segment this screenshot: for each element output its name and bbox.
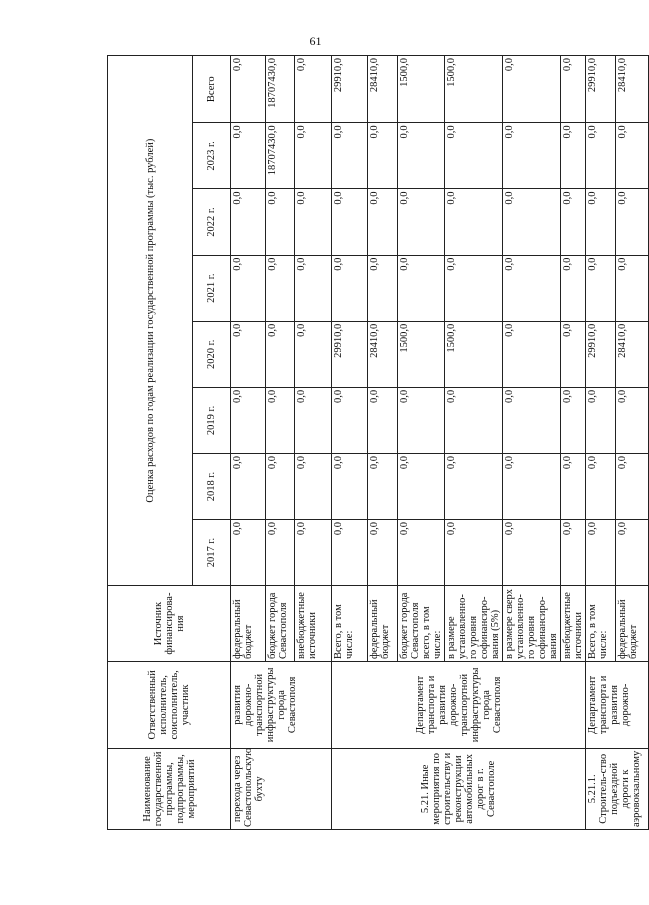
page-number: 61 xyxy=(309,34,322,48)
header-source: Источник финансирова-ния xyxy=(108,586,231,662)
value-cell: 0,0 xyxy=(368,453,398,519)
source-cell: внебюджетные источники xyxy=(561,586,586,662)
total-cell: 1500,0 xyxy=(445,56,503,123)
value-cell: 0,0 xyxy=(231,453,266,519)
value-cell: 0,0 xyxy=(445,520,503,586)
header-year: 2023 г. xyxy=(193,123,231,189)
source-cell: федеральный бюджет xyxy=(368,586,398,662)
value-cell: 18707430,0 xyxy=(266,123,295,189)
header-year: 2018 г. xyxy=(193,453,231,519)
value-cell: 0,0 xyxy=(586,189,616,255)
header-year: 2017 г. xyxy=(193,520,231,586)
total-cell: 0,0 xyxy=(503,56,561,123)
value-cell: 0,0 xyxy=(266,189,295,255)
table-row xyxy=(586,56,616,830)
value-cell: 0,0 xyxy=(332,189,368,255)
value-cell: 0,0 xyxy=(295,453,332,519)
value-cell: 0,0 xyxy=(445,189,503,255)
value-cell: 0,0 xyxy=(586,520,616,586)
value-cell: 0,0 xyxy=(295,321,332,387)
value-cell: 0,0 xyxy=(616,453,649,519)
value-cell: 0,0 xyxy=(231,123,266,189)
value-cell: 0,0 xyxy=(332,520,368,586)
total-cell: 0,0 xyxy=(295,56,332,123)
value-cell: 1500,0 xyxy=(445,321,503,387)
value-cell: 1500,0 xyxy=(398,321,445,387)
value-cell: 0,0 xyxy=(561,453,586,519)
value-cell: 0,0 xyxy=(231,255,266,321)
value-cell: 0,0 xyxy=(295,520,332,586)
source-cell: федеральный бюджет xyxy=(616,586,649,662)
total-cell: 29910,0 xyxy=(332,56,368,123)
value-cell: 0,0 xyxy=(231,387,266,453)
source-cell: федеральный бюджет xyxy=(231,586,266,662)
value-cell: 0,0 xyxy=(586,255,616,321)
value-cell: 0,0 xyxy=(368,189,398,255)
value-cell: 0,0 xyxy=(503,123,561,189)
value-cell: 0,0 xyxy=(503,189,561,255)
value-cell: 0,0 xyxy=(398,453,445,519)
value-cell: 0,0 xyxy=(231,321,266,387)
value-cell: 0,0 xyxy=(266,321,295,387)
value-cell: 0,0 xyxy=(266,255,295,321)
value-cell: 0,0 xyxy=(368,387,398,453)
value-cell: 0,0 xyxy=(503,520,561,586)
value-cell: 0,0 xyxy=(231,189,266,255)
value-cell: 0,0 xyxy=(586,453,616,519)
value-cell: 0,0 xyxy=(616,255,649,321)
value-cell: 0,0 xyxy=(332,123,368,189)
value-cell: 28410,0 xyxy=(368,321,398,387)
value-cell: 0,0 xyxy=(445,387,503,453)
value-cell: 0,0 xyxy=(445,123,503,189)
value-cell: 0,0 xyxy=(332,255,368,321)
total-cell: 0,0 xyxy=(561,56,586,123)
value-cell: 0,0 xyxy=(616,123,649,189)
program-name-cell: 5.21. Иные мероприятия по строительству и реконструкции автомобильных дорог в г. Севастополе xyxy=(332,748,586,829)
rotated-table-frame xyxy=(107,55,642,830)
total-cell: 28410,0 xyxy=(368,56,398,123)
value-cell: 0,0 xyxy=(332,453,368,519)
header-responsible: Ответственный исполнитель, соисполнитель, участник xyxy=(108,662,231,749)
value-cell: 0,0 xyxy=(398,387,445,453)
responsible-cell: Департамент транспорта и развития дорожно- xyxy=(586,662,649,749)
value-cell: 0,0 xyxy=(266,453,295,519)
value-cell: 29910,0 xyxy=(332,321,368,387)
header-year: 2022 г. xyxy=(193,189,231,255)
header-year: 2021 г. xyxy=(193,255,231,321)
value-cell: 0,0 xyxy=(368,123,398,189)
value-cell: 0,0 xyxy=(561,189,586,255)
source-cell: Всего, в том числе: xyxy=(332,586,368,662)
header-year: 2019 г. xyxy=(193,387,231,453)
value-cell: 0,0 xyxy=(266,387,295,453)
value-cell: 0,0 xyxy=(398,520,445,586)
value-cell: 0,0 xyxy=(586,387,616,453)
value-cell: 0,0 xyxy=(561,520,586,586)
total-cell: 28410,0 xyxy=(616,56,649,123)
value-cell: 0,0 xyxy=(332,387,368,453)
header-estimate: Оценка расходов по годам реализации государственной программы (тыс. рублей) xyxy=(108,56,193,586)
source-cell: в размере сверх установленно-го уровня софинансиро-вания xyxy=(503,586,561,662)
value-cell: 0,0 xyxy=(445,453,503,519)
value-cell: 0,0 xyxy=(503,255,561,321)
value-cell: 0,0 xyxy=(398,189,445,255)
header-name: Наименование государственной программы, подпрограммы, мероприятий xyxy=(108,748,231,829)
value-cell: 0,0 xyxy=(503,387,561,453)
value-cell: 0,0 xyxy=(398,255,445,321)
source-cell: внебюджетные источники xyxy=(295,586,332,662)
table-row xyxy=(332,56,368,830)
program-name-cell: перехода через Севастопольскую бухту xyxy=(231,748,332,829)
responsible-cell: Департамент транспорта и развития дорожно-транспортной инфраструктуры города Севастополя xyxy=(332,662,586,749)
value-cell: 0,0 xyxy=(295,123,332,189)
source-cell: бюджет города Севастополя xyxy=(266,586,295,662)
total-cell: 18707430,0 xyxy=(266,56,295,123)
responsible-cell: развития дорожно-транспортной инфраструктуры города Севастополя xyxy=(231,662,332,749)
value-cell: 0,0 xyxy=(616,520,649,586)
value-cell: 0,0 xyxy=(616,189,649,255)
value-cell: 0,0 xyxy=(295,255,332,321)
header-total: Всего xyxy=(193,56,231,123)
value-cell: 0,0 xyxy=(561,387,586,453)
total-cell: 1500,0 xyxy=(398,56,445,123)
program-name-cell: 5.21.1. Строитель-ство подъездной дороги к аэровокзальному xyxy=(586,748,649,829)
total-cell: 29910,0 xyxy=(586,56,616,123)
value-cell: 0,0 xyxy=(295,189,332,255)
value-cell: 0,0 xyxy=(616,387,649,453)
source-cell: бюджет города Севастополя всего, в том числе: xyxy=(398,586,445,662)
value-cell: 0,0 xyxy=(231,520,266,586)
value-cell: 0,0 xyxy=(503,453,561,519)
table-row xyxy=(231,56,266,830)
value-cell: 0,0 xyxy=(503,321,561,387)
value-cell: 0,0 xyxy=(561,123,586,189)
source-cell: Всего, в том числе: xyxy=(586,586,616,662)
budget-table xyxy=(107,55,649,830)
value-cell: 0,0 xyxy=(368,520,398,586)
header-row xyxy=(108,56,193,830)
value-cell: 0,0 xyxy=(561,321,586,387)
value-cell: 0,0 xyxy=(266,520,295,586)
total-cell: 0,0 xyxy=(231,56,266,123)
value-cell: 0,0 xyxy=(295,387,332,453)
value-cell: 0,0 xyxy=(561,255,586,321)
value-cell: 0,0 xyxy=(445,255,503,321)
value-cell: 29910,0 xyxy=(586,321,616,387)
value-cell: 0,0 xyxy=(586,123,616,189)
source-cell: в размере установленно-го уровня софинансиро-вания (5%) xyxy=(445,586,503,662)
value-cell: 28410,0 xyxy=(616,321,649,387)
value-cell: 0,0 xyxy=(368,255,398,321)
value-cell: 0,0 xyxy=(398,123,445,189)
header-year: 2020 г. xyxy=(193,321,231,387)
